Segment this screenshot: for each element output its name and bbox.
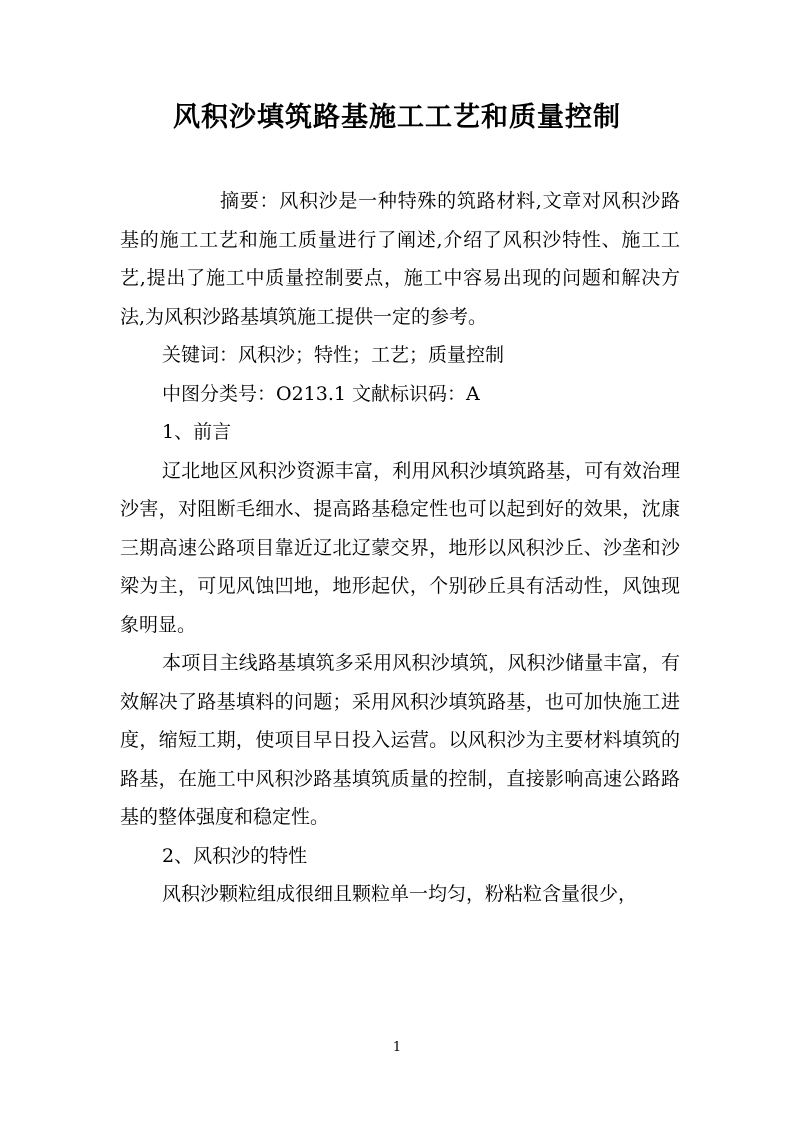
intro-paragraph-2: 本项目主线路基填筑多采用风积沙填筑，风积沙储量丰富，有效解决了路基填料的问题；采用风积沙填筑路基，也可加快施工进度，缩短工期，使项目早日投入运营。以风积沙为主要材料填筑的路基，在施工中风积沙路基填筑质量的控制，直接影响高速公路路基的整体强度和稳定性。 bbox=[120, 652, 680, 828]
document-title: 风积沙填筑路基施工工艺和质量控制 bbox=[173, 102, 621, 133]
page-number: 1 bbox=[392, 1040, 402, 1055]
section-heading-properties: 2、风积沙的特性 bbox=[162, 844, 308, 867]
document-body bbox=[120, 182, 680, 914]
section-heading-intro: 1、前言 bbox=[162, 421, 232, 443]
abstract-paragraph: 摘要：风积沙是一种特殊的筑路材料,文章对风积沙路基的施工工艺和施工质量进行了阐述,介绍了风积沙特性、施工工艺,提出了施工中质量控制要点，施工中容易出现的问题和解决方法,为风积沙路基填筑施工提供一定的参考。 bbox=[120, 190, 680, 328]
properties-paragraph: 风积沙颗粒组成很细且颗粒单一均匀，粉粘粒含量很少， bbox=[162, 883, 638, 905]
keywords-line: 关键词：风积沙；特性；工艺；质量控制 bbox=[162, 344, 505, 366]
intro-paragraph-1: 辽北地区风积沙资源丰富，利用风积沙填筑路基，可有效治理沙害，对阻断毛细水、提高路基稳定性也可以起到好的效果，沈康三期高速公路项目靠近辽北辽蒙交界，地形以风积沙丘、沙垄和沙梁为主，可见风蚀凹地，地形起伏，个别砂丘具有活动性，风蚀现象明显。 bbox=[120, 459, 680, 636]
classification-line: 中图分类号：O213.1 文献标识码：A bbox=[162, 382, 480, 405]
